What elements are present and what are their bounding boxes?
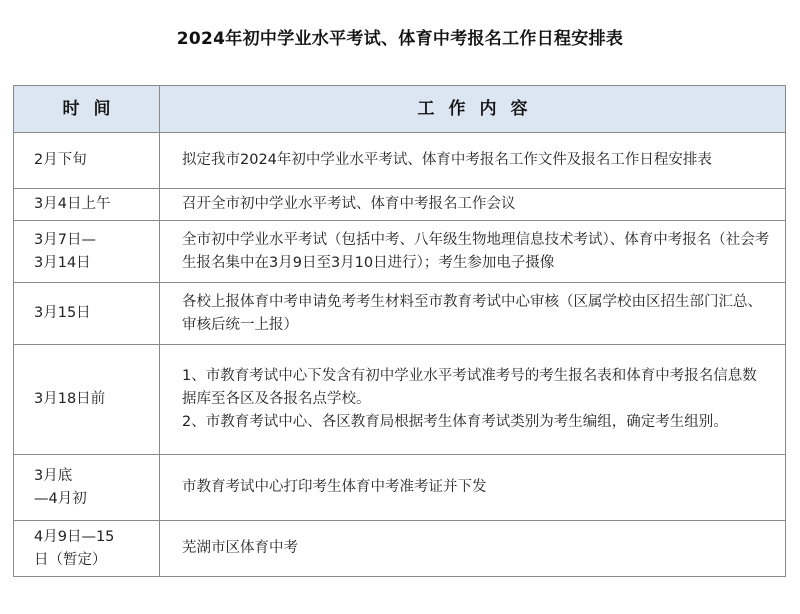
row-time-cell [14,221,160,283]
page-title: 2024年初中学业水平考试、体育中考报名工作日程安排表 [176,29,624,49]
row-work-cell [160,189,786,221]
work-text: 1、市教育考试中心下发含有初中学业水平考试准考号的考生报名表和体育中考报名信息数据库至各区及各报名点学校。 [182,368,757,407]
row-work-cell [160,521,786,577]
work-text: 各校上报体育中考申请免考考生材料至市教育考试中心审核（区属学校由区招生部门汇总、审核后统一上报） [182,293,762,333]
time-text: 3月14日 [34,254,91,271]
time-text: 3月7日— [34,231,96,248]
table-row [14,283,786,345]
table-row [14,221,786,283]
row-work-cell [160,133,786,189]
table-row [14,345,786,455]
row-time-cell [14,133,160,189]
time-text: 日（暂定） [34,551,107,568]
row-work-cell [160,345,786,455]
header-time: 时间 [14,86,160,133]
work-text: 拟定我市2024年初中学业水平考试、体育中考报名工作文件及报名工作日程安排表 [182,152,712,168]
table-header-row [14,86,786,133]
row-time-cell [14,521,160,577]
time-text: 4月9日—15 [34,528,115,545]
work-text: 全市初中学业水平考试（包括中考、八年级生物地理信息技术考试）、体育中考报名（社会考生报名集中在3月9日至3月10日进行）；考生参加电子摄像 [182,231,770,271]
row-time-cell [14,455,160,521]
row-work-cell [160,455,786,521]
header-work-content: 工作内容 [160,86,786,133]
time-text: 2月下旬 [34,152,87,168]
schedule-table [13,85,786,577]
table-row [14,455,786,521]
row-work-cell [160,221,786,283]
row-time-cell [14,345,160,455]
table-row [14,521,786,577]
time-text: 3月15日 [34,305,91,321]
time-text: 3月底 [34,467,73,484]
time-text: —4月初 [34,490,87,507]
work-text: 市教育考试中心打印考生体育中考准考证并下发 [182,479,487,495]
table-row [14,133,786,189]
time-text: 3月18日前 [34,391,106,407]
row-time-cell [14,189,160,221]
row-work-cell [160,283,786,345]
work-text: 召开全市初中学业水平考试、体育中考报名工作会议 [182,196,516,212]
table-row [14,189,786,221]
time-text: 3月4日上午 [34,196,111,212]
row-time-cell [14,283,160,345]
work-text: 芜湖市区体育中考 [182,540,298,556]
work-text: 2、市教育考试中心、各区教育局根据考生体育考试类别为考生编组，确定考生组别。 [182,414,728,430]
